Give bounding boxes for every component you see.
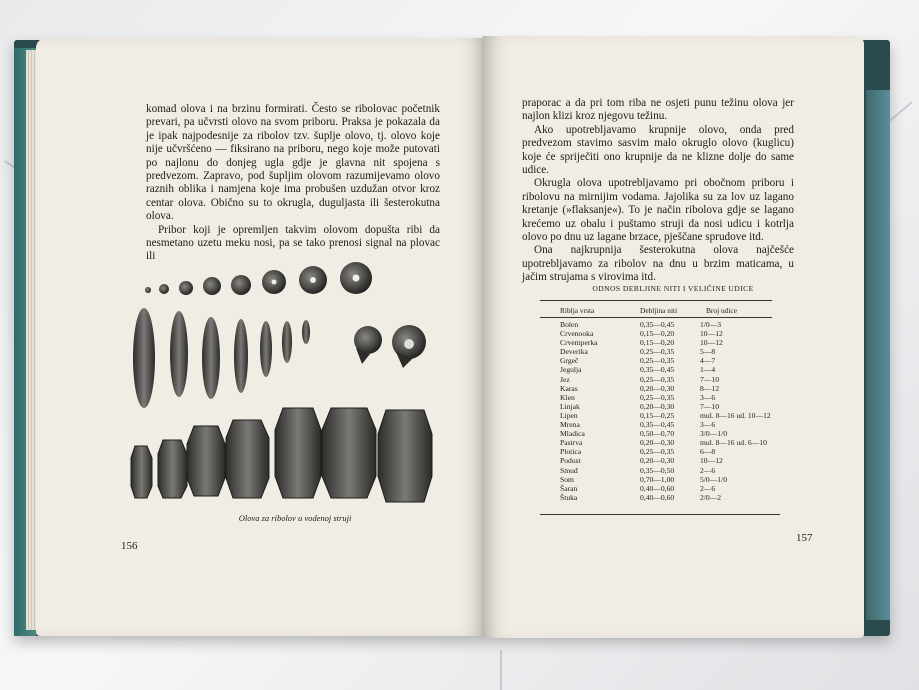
table-cell-species: Šaran xyxy=(560,483,578,493)
table-cell-thickness: 0,15—0,20 xyxy=(640,329,675,339)
table-cell-thickness: 0,35—0,45 xyxy=(640,420,675,430)
sinkers-illustration xyxy=(120,258,450,508)
left-page-text xyxy=(146,103,440,264)
page-number-left: 156 xyxy=(121,540,138,552)
table-cell-species: Mladica xyxy=(560,429,585,439)
table-cell-thickness: 0,15—0,20 xyxy=(640,338,675,348)
olive-sinker-icon xyxy=(133,308,310,408)
hexagonal-sinker-icon xyxy=(131,408,432,502)
table-cell-hook: 3—6 xyxy=(700,392,716,402)
left-paragraph-1: komad olova i na brzinu formirati. Često se ribolovac početnik prevari, pa učvrsti olovo na svom priboru. Praksa je pokazala da je ipak najpodesnije za ribolov tzv. šuplje olovo, tj. olovo koje nije učvršćeno — fiksirano na priboru, nego koje može putovati po najlonu do donjeg ugla gdje je glavna nit spojena s predvezom. Zapravo, pod šupljim olovom razumijevamo olovo raznih oblika i namjena koje ima probušen uzdužan otvor kroz centar olova. Obično su to okrugla, duguljasta ili šesterokutna olova. xyxy=(146,103,440,223)
table-cell-hook: 10—12 xyxy=(700,329,723,339)
table-cell-species: Linjak xyxy=(560,401,580,411)
table-cell-hook: 5/0—1/0 xyxy=(700,474,728,484)
table-cell-species: Smuđ xyxy=(560,465,578,475)
table-cell-species: Plotica xyxy=(560,447,582,457)
table-cell-thickness: 0,35—0,45 xyxy=(640,365,675,375)
table-cell-species: Štuka xyxy=(560,492,578,502)
table-header-species: Riblja vrsta xyxy=(560,306,595,315)
table-cell-species: Bolen xyxy=(560,320,579,329)
page-number-right: 157 xyxy=(796,532,813,544)
table-cell-hook: 3/0—1/0 xyxy=(700,429,728,439)
table-cell-thickness: 0,20—0,30 xyxy=(640,401,675,411)
table-cell-hook: 5—8 xyxy=(700,347,716,357)
illustration-caption: Olova za ribolov u vodenoj struji xyxy=(238,513,352,523)
table-cell-hook: 6—8 xyxy=(700,447,716,457)
table-cell-species: Grgeč xyxy=(560,356,579,366)
round-sinker-icon xyxy=(145,262,372,295)
right-paragraph-3: Okrugla olova upotrebljavamo pri obočnom priboru i ribolovu na mirnijim vodama. Jajolika su za lov uz lagano kretanje (»flaksanje«). To je način ribolova gdje se lagano krećemo uz obalu i puštamo struji da nosi udicu i kotrlja olovo po dnu uz lagane brzace, pješčane sprudove itd. xyxy=(522,177,794,244)
table-top-rule xyxy=(540,300,772,301)
table-cell-hook: 8—12 xyxy=(700,383,719,393)
table-cell-species: Deverika xyxy=(560,347,588,357)
table-cell-thickness: 0,40—0,60 xyxy=(640,483,675,493)
table-cell-hook: mul. 8—16 ud. 6—10 xyxy=(700,438,767,448)
table-header-hook: Broj udice xyxy=(706,306,737,315)
table-cell-species: Podust xyxy=(560,456,581,466)
right-paragraph-2: Ako upotrebljavamo krupnije olovo, onda pred predvezom stavimo sasvim malo okruglo olovo (kuglicu) koje će spriječiti ono krupnije da ne klizne dolje do same udice. xyxy=(522,123,794,177)
table-title: ODNOS DEBLJINE NITI I VELIČINE UDICE xyxy=(592,284,754,293)
table-cell-species: Crvenooka xyxy=(560,329,594,339)
table-cell-thickness: 0,25—0,35 xyxy=(640,374,675,384)
right-paragraph-1: praporac a da pri tom riba ne osjeti punu težinu olova jer najlon klizi kroz njegovu težinu. xyxy=(522,97,794,123)
right-page-text xyxy=(522,97,794,285)
table-cell-hook: 10—12 xyxy=(700,338,723,348)
table-cell-hook: 7—10 xyxy=(700,401,719,411)
table-cell-thickness: 0,15—0,25 xyxy=(640,410,675,420)
table-cell-species: Crvemperka xyxy=(560,338,598,348)
table-cell-thickness: 0,70—1,00 xyxy=(640,474,675,484)
table-cell-thickness: 0,35—0,50 xyxy=(640,465,675,475)
table-cell-species: Karas xyxy=(560,383,578,393)
book-cover-edge-right xyxy=(866,90,890,620)
table-bottom-rule xyxy=(540,514,780,515)
table-cell-thickness: 0,25—0,35 xyxy=(640,356,675,366)
table-cell-species: Pastrva xyxy=(560,438,583,448)
table-cell-hook: 3—6 xyxy=(700,420,716,430)
table-cell-species: Jez xyxy=(560,374,570,384)
right-paragraph-4: Ona najkrupnija šesterokutna olova najčešće upotrebljavamo za ribolov na dnu u brzim maticama, u jačim strujama s virovima itd. xyxy=(522,244,794,284)
table-cell-hook: 7—10 xyxy=(700,374,719,384)
floor-tile-line xyxy=(500,650,502,690)
table-cell-species: Som xyxy=(560,474,574,484)
table-cell-species: Klen xyxy=(560,392,575,402)
table-cell-thickness: 0,50—0,70 xyxy=(640,429,675,439)
table-header-rule xyxy=(540,317,772,318)
table-header-thickness: Debljina niti xyxy=(640,306,678,315)
left-paragraph-2: Pribor koji je opremljen takvim olovom dopušta ribi da nesmetano uzetu meku nosi, pa se tako prenosi signal na plovac ili xyxy=(146,223,440,263)
table-cell-hook: 2—6 xyxy=(700,483,716,493)
table-cell-thickness: 0,20—0,30 xyxy=(640,438,675,448)
table-cell-hook: 4—7 xyxy=(700,356,716,366)
table-cell-hook: 1—4 xyxy=(700,365,716,375)
table-cell-species: Lipen xyxy=(560,410,578,420)
table-cell-hook: mul. 8—16 ud. 10—12 xyxy=(700,410,771,420)
table-cell-hook: 1/0—3 xyxy=(700,320,722,329)
split-shot-icon xyxy=(354,325,426,368)
table-cell-hook: 2/0—2 xyxy=(700,492,722,502)
table-cell-thickness: 0,35—0,45 xyxy=(640,320,675,329)
table-cell-species: Jegulja xyxy=(560,365,582,375)
table-cell-hook: 2—6 xyxy=(700,465,716,475)
table-cell-thickness: 0,20—0,30 xyxy=(640,383,675,393)
table-cell-thickness: 0,25—0,35 xyxy=(640,392,675,402)
table-cell-thickness: 0,20—0,30 xyxy=(640,456,675,466)
table-cell-thickness: 0,25—0,35 xyxy=(640,447,675,457)
table-cell-hook: 10—12 xyxy=(700,456,723,466)
table-cell-species: Mrena xyxy=(560,420,580,430)
table-cell-thickness: 0,40—0,60 xyxy=(640,492,675,502)
table-cell-thickness: 0,25—0,35 xyxy=(640,347,675,357)
